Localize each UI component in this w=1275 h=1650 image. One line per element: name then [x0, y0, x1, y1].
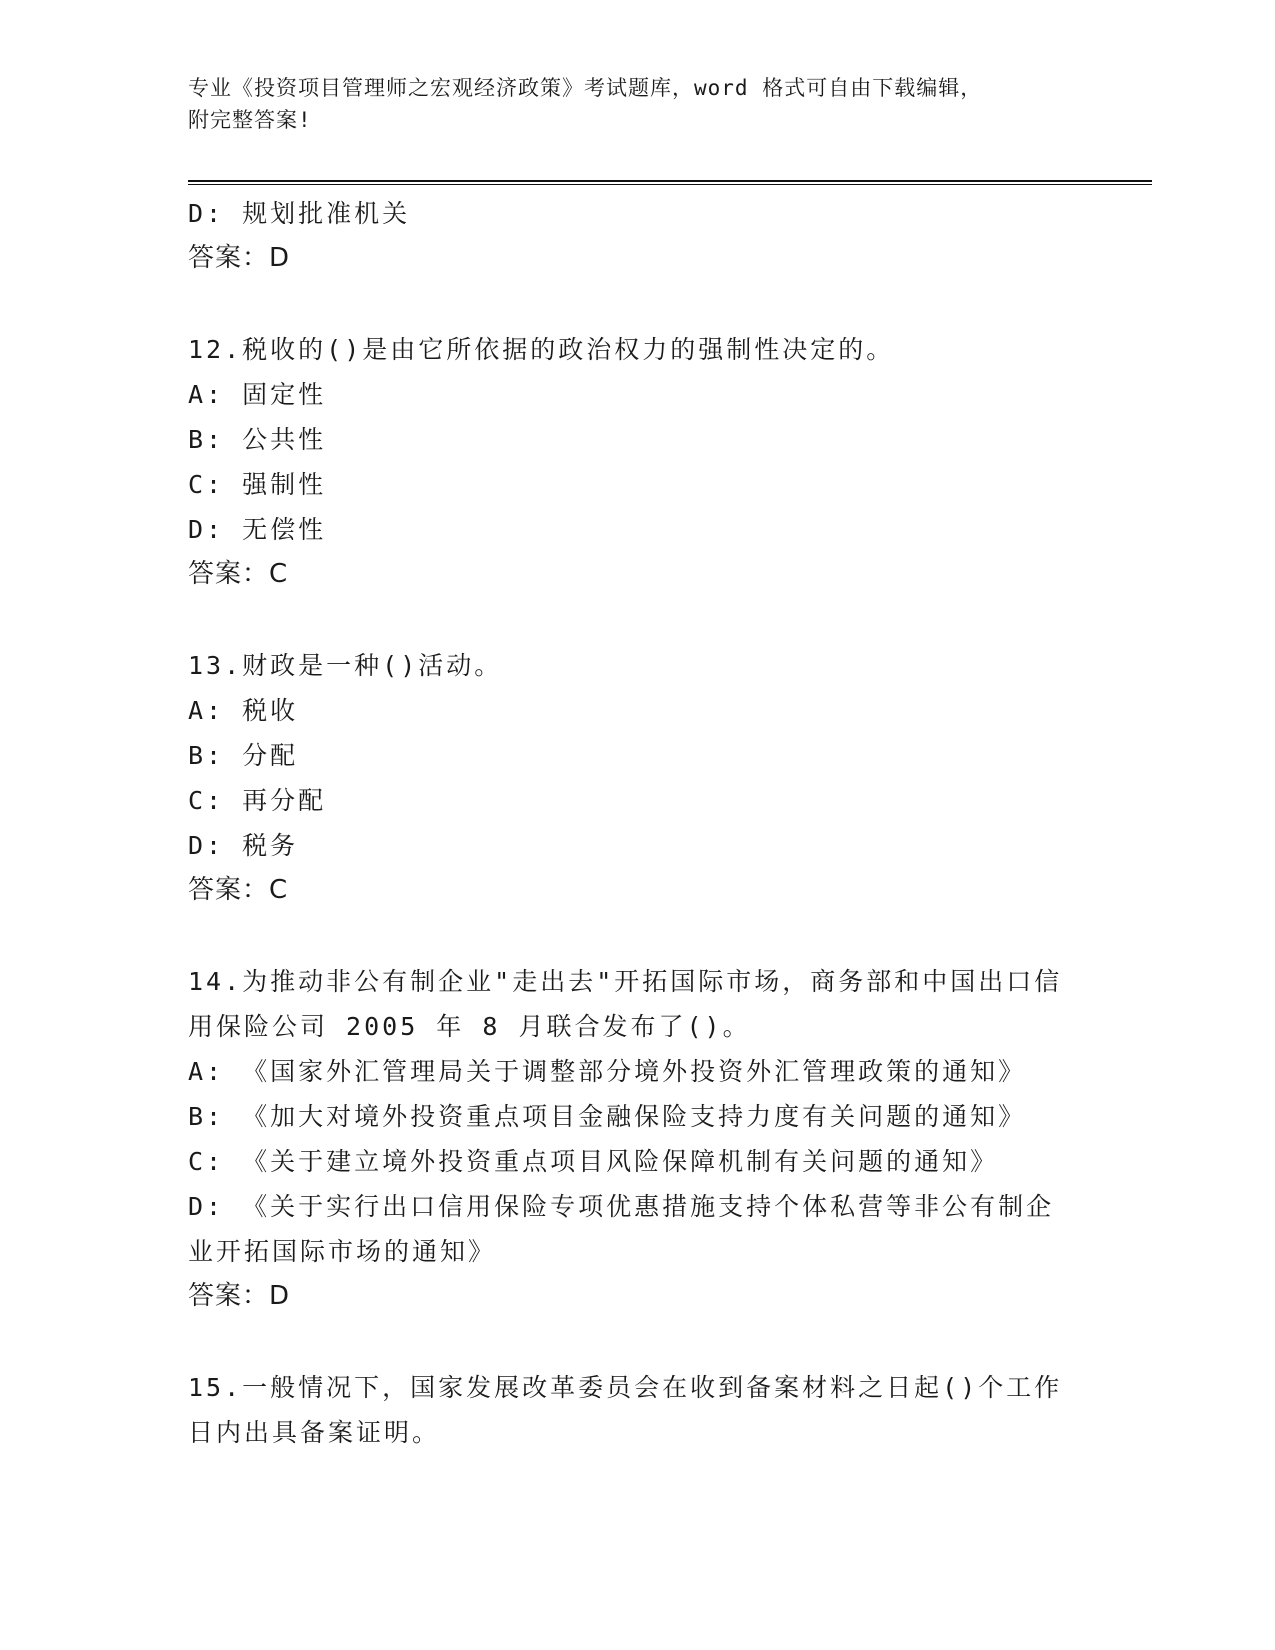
option-d: D: 《关于实行出口信用保险专项优惠措施支持个体私营等非公有制企: [188, 1192, 1055, 1221]
option-a: A: 《国家外汇管理局关于调整部分境外投资外汇管理政策的通知》: [188, 1057, 1027, 1086]
question-14: [188, 959, 1088, 1319]
option-a: A: 固定性: [188, 380, 327, 409]
spacer: [188, 913, 1088, 959]
question-12: [188, 327, 1088, 597]
question-15: [188, 1365, 1088, 1455]
question-stem-line-1: 15.一般情况下，国家发展改革委员会在收到备案材料之日起()个工作: [188, 1373, 1063, 1402]
spacer: [188, 1319, 1088, 1365]
question-stem-line-2: 日内出具备案证明。: [188, 1418, 441, 1447]
header-divider: [188, 180, 1152, 185]
answer-line: 答案：D: [188, 1281, 291, 1311]
question-stem-line-1: 14.为推动非公有制企业"走出去"开拓国际市场，商务部和中国出口信: [188, 967, 1063, 996]
option-d: D: 无偿性: [188, 515, 327, 544]
spacer: [188, 597, 1088, 643]
option-d-continued: 业开拓国际市场的通知》: [188, 1237, 497, 1266]
question-stem: 13.财政是一种()活动。: [188, 651, 503, 680]
spacer: [188, 281, 1088, 327]
option-b: B: 分配: [188, 741, 299, 770]
question-13: [188, 643, 1088, 913]
option-c: C: 《关于建立境外投资重点项目风险保障机制有关问题的通知》: [188, 1147, 999, 1176]
question-stem-line-2: 用保险公司 2005 年 8 月联合发布了()。: [188, 1012, 751, 1041]
option-d: D: 规划批准机关: [188, 199, 411, 228]
answer-line: 答案：C: [188, 559, 289, 589]
option-c: C: 强制性: [188, 470, 327, 499]
header-line-2: 附完整答案!: [188, 108, 312, 132]
answer-line: 答案：D: [188, 243, 291, 273]
question-stem: 12.税收的()是由它所依据的政治权力的强制性决定的。: [188, 335, 895, 364]
question-list: [188, 191, 1088, 1455]
option-c: C: 再分配: [188, 786, 327, 815]
header-line-1: 专业《投资项目管理师之宏观经济政策》考试题库，word 格式可自由下载编辑，: [188, 76, 983, 100]
answer-line: 答案：C: [188, 875, 289, 905]
document-header: [188, 72, 1088, 136]
option-d: D: 税务: [188, 831, 299, 860]
option-a: A: 税收: [188, 696, 299, 725]
option-b: B: 《加大对境外投资重点项目金融保险支持力度有关问题的通知》: [188, 1102, 1027, 1131]
option-b: B: 公共性: [188, 425, 327, 454]
